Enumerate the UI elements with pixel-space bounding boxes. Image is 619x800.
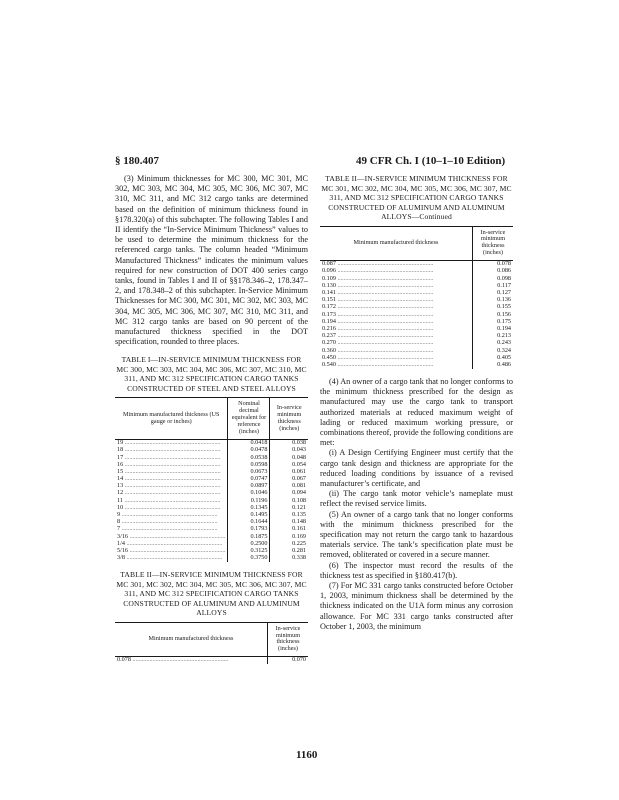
table-row (320, 333, 513, 340)
row-minimum: 0.098 (497, 274, 511, 282)
row-minimum: 0.070 (292, 656, 306, 664)
table-row (320, 290, 513, 297)
dot-leader: .............................................................. (124, 540, 223, 547)
table-row (320, 283, 513, 290)
table-row (115, 512, 308, 519)
row-nominal: 0.0747 (228, 476, 270, 483)
dot-leader: .............................................................. (335, 318, 434, 325)
row-minimum: 0.213 (497, 332, 511, 340)
table-row (320, 326, 513, 333)
dot-leader: .............................................................. (335, 347, 434, 354)
dot-leader: .............................................................. (122, 497, 221, 504)
table1 (115, 397, 308, 562)
row-label: 0.151 .............................................................. (320, 297, 473, 304)
table-row (115, 657, 308, 665)
table2-header-col2: In-service minimum thickness (inches) (268, 622, 309, 657)
row-nominal: 0.1046 (228, 490, 270, 497)
row-label: 0.172 .............................................................. (320, 304, 473, 311)
row-label: 0.237 .............................................................. (320, 333, 473, 340)
dot-leader: .............................................................. (130, 656, 229, 664)
row-minimum: 0.136 (497, 296, 511, 304)
table-row (115, 490, 308, 497)
row-minimum: 0.338 (292, 554, 306, 562)
row-label: 0.360 .............................................................. (320, 347, 473, 354)
row-nominal: 0.3125 (228, 548, 270, 555)
dot-leader: .............................................................. (335, 275, 434, 282)
row-label: 17 .............................................................. (115, 454, 228, 461)
row-label: 0.130 .............................................................. (320, 283, 473, 290)
row-label: 12 .............................................................. (115, 490, 228, 497)
paragraph-7: (7) For MC 331 cargo tanks constructed before October 1, 2003, minimum thickness shall be determined by the thickness indicated on the U1A form minus any corrosion allowance. For MC 331 cargo tanks constructed after October 1, 2003, the minimum (320, 581, 513, 631)
dot-leader: .............................................................. (128, 533, 226, 540)
row-minimum: 0.156 (497, 310, 511, 318)
table2c-header-col2: In-service minimum thickness (inches) (473, 226, 514, 261)
table-row (115, 476, 308, 483)
table-row (115, 439, 308, 447)
table2-title: TABLE II—IN-SERVICE MINIMUM THICKNESS FOR MC 301, MC 302, MC 304, MC 305, MC 306, MC 307, MC 311, AND MC 312 SPECIFICATION CARGO TANKS CONSTRUCTED OF ALUMINUM AND ALUMINUM ALLOYS (116, 570, 307, 618)
dot-leader: .............................................................. (123, 504, 221, 511)
row-minimum: 0.175 (497, 317, 511, 325)
dot-leader: .............................................................. (335, 325, 434, 332)
row-label: 16 .............................................................. (115, 462, 228, 469)
row-nominal: 0.0897 (228, 483, 270, 490)
paragraph-4-i: (i) A Design Certifying Engineer must certify that the cargo tank design and thickness are appropriate for the reduced loading conditions by issuance of a revised manufacturer’s certificate, and (320, 448, 513, 488)
row-minimum: 0.048 (292, 453, 306, 461)
row-label: 1/4 .............................................................. (115, 541, 228, 548)
dot-leader: .............................................................. (123, 483, 221, 490)
dot-leader: .............................................................. (120, 519, 218, 526)
row-minimum: 0.194 (497, 324, 511, 332)
row-label: 18 .............................................................. (115, 447, 228, 454)
table2 (115, 622, 308, 665)
row-minimum: 0.043 (292, 446, 306, 454)
dot-leader: .............................................................. (335, 304, 434, 311)
dot-leader: .............................................................. (335, 311, 434, 318)
table-row (320, 297, 513, 304)
row-nominal: 0.1495 (228, 512, 270, 519)
row-minimum: 0.148 (292, 518, 306, 526)
page-number: 1160 (296, 749, 318, 761)
row-minimum: 0.161 (292, 525, 306, 533)
table-row (115, 454, 308, 461)
paragraph-5: (5) An owner of a cargo tank that no longer conforms with the minimum thickness prescribed for the specification may not return the cargo tank to hazardous materials service. The tank’s specification plate must be removed, obliterated or covered in a secure manner. (320, 509, 513, 560)
table-row (115, 541, 308, 548)
row-label: 7 .............................................................. (115, 526, 228, 533)
row-label: 0.216 .............................................................. (320, 326, 473, 333)
table-row (115, 519, 308, 526)
dot-leader: .............................................................. (120, 511, 218, 518)
table-row (320, 319, 513, 326)
row-minimum: 0.117 (497, 281, 511, 289)
left-column (115, 174, 308, 664)
right-column (320, 174, 513, 632)
row-nominal: 0.3750 (228, 555, 270, 562)
table-row (320, 355, 513, 362)
dot-leader: .............................................................. (123, 447, 221, 454)
row-nominal: 0.0598 (228, 462, 270, 469)
row-minimum: 0.135 (292, 511, 306, 518)
dot-leader: .............................................................. (123, 490, 221, 497)
row-minimum: 0.108 (292, 496, 306, 504)
row-label: 19 .............................................................. (115, 439, 228, 447)
row-label: 13 .............................................................. (115, 483, 228, 490)
row-minimum: 0.155 (497, 303, 511, 311)
row-label: 0.096 .............................................................. (320, 268, 473, 275)
table2c-header-col1: Minimum manufactured thickness (320, 226, 473, 261)
table1-header-col3: In-service minimum thickness (inches) (270, 398, 308, 440)
table-row (320, 304, 513, 311)
dot-leader: .............................................................. (335, 297, 434, 304)
row-minimum: 0.127 (497, 289, 511, 297)
dot-leader: .............................................................. (128, 547, 226, 554)
dot-leader: .............................................................. (123, 454, 221, 461)
row-minimum: 0.086 (497, 267, 511, 275)
dot-leader: .............................................................. (335, 289, 434, 297)
table2-continued-title: TABLE II—IN-SERVICE MINIMUM THICKNESS FOR MC 301, MC 302, MC 304, MC 305, MC 306, MC 307, MC 311, AND MC 312 SPECIFICATION CARGO TANKS CONSTRUCTED OF ALUMINUM AND ALUMINUM ALLOYS—Continued (321, 174, 512, 221)
table-row (320, 268, 513, 275)
dot-leader: .............................................................. (335, 260, 434, 268)
dot-leader: .............................................................. (123, 439, 221, 447)
row-minimum: 0.094 (292, 489, 306, 497)
table-row (320, 276, 513, 283)
table-row (115, 533, 308, 540)
dot-leader: .............................................................. (335, 282, 434, 289)
table-row (115, 526, 308, 533)
table1-body (115, 439, 308, 562)
row-minimum: 0.054 (292, 460, 306, 468)
row-label: 0.540 .............................................................. (320, 362, 473, 369)
paragraph-4-ii: (ii) The cargo tank motor vehicle’s nameplate must reflect the revised service limits. (320, 489, 513, 509)
row-nominal: 0.0538 (228, 454, 270, 461)
row-label: 14 .............................................................. (115, 476, 228, 483)
table-row (115, 462, 308, 469)
row-label: 0.194 .............................................................. (320, 319, 473, 326)
row-nominal: 0.1875 (228, 533, 270, 540)
row-label: 0.087 .............................................................. (320, 261, 473, 269)
dot-leader: .............................................................. (335, 361, 434, 368)
dot-leader: .............................................................. (335, 333, 434, 340)
row-minimum: 0.225 (292, 539, 306, 547)
paragraph-4: (4) An owner of a cargo tank that no longer conforms to the minimum thickness prescribed for the design as manufactured may use the cargo tank to transport authorized materials at reduced maximum weight of lading or reduced maximum working pressure, or combinations thereof, provide the following conditions are met: (320, 376, 513, 448)
table-row (320, 261, 513, 269)
table1-header-col1: Minimum manufactured thickness (US gauge or inches) (115, 398, 228, 440)
row-nominal: 0.1644 (228, 519, 270, 526)
table-row (115, 548, 308, 555)
row-label: 0.109 .............................................................. (320, 276, 473, 283)
table-row (115, 447, 308, 454)
row-nominal: 0.2500 (228, 541, 270, 548)
table1-title: TABLE I—IN-SERVICE MINIMUM THICKNESS FOR MC 300, MC 303, MC 304, MC 306, MC 307, MC 310, MC 311, AND MC 312 SPECIFICATION CARGO TANKS CONSTRUCTED OF STEEL AND STEEL ALLOYS (116, 355, 307, 393)
table-row (115, 483, 308, 490)
row-label: 3/16 .............................................................. (115, 533, 228, 540)
dot-leader: .............................................................. (120, 526, 218, 533)
dot-leader: .............................................................. (335, 340, 434, 347)
table-row (320, 311, 513, 318)
row-minimum: 0.081 (292, 482, 306, 490)
row-label: 0.078 .............................................................. (115, 657, 268, 665)
row-minimum: 0.281 (292, 546, 306, 554)
row-minimum: 0.038 (292, 439, 306, 447)
row-nominal: 0.1345 (228, 505, 270, 512)
row-minimum: 0.405 (497, 353, 511, 361)
dot-leader: .............................................................. (124, 554, 223, 562)
row-label: 3/8 .............................................................. (115, 555, 228, 562)
row-nominal: 0.0673 (228, 469, 270, 476)
dot-leader: .............................................................. (335, 268, 434, 275)
paragraph-6: (6) The inspector must record the results of the thickness test as specified in §180.417(b). (320, 560, 513, 580)
dot-leader: .............................................................. (123, 475, 221, 483)
dot-leader: .............................................................. (123, 461, 221, 468)
row-nominal: 0.1793 (228, 526, 270, 533)
section-number: § 180.407 (115, 155, 159, 167)
table2-header-col1: Minimum manufactured thickness (115, 622, 268, 657)
table2-continued (320, 226, 513, 369)
row-minimum: 0.169 (292, 532, 306, 540)
row-minimum: 0.243 (497, 339, 511, 347)
row-label: 0.141 .............................................................. (320, 290, 473, 297)
row-label: 11 .............................................................. (115, 497, 228, 504)
row-minimum: 0.061 (292, 467, 306, 475)
row-minimum: 0.121 (292, 503, 306, 511)
cfr-reference: 49 CFR Ch. I (10–1–10 Edition) (356, 155, 506, 167)
table1-header-col2: Nominal decimal equivalent for reference (inches) (228, 398, 270, 440)
row-minimum: 0.067 (292, 475, 306, 483)
dot-leader: .............................................................. (335, 354, 434, 361)
table2-body (115, 657, 308, 665)
row-nominal: 0.0418 (228, 439, 270, 447)
table-row (320, 340, 513, 347)
table-row (320, 347, 513, 354)
table2-continued-body (320, 261, 513, 369)
row-label: 0.173 .............................................................. (320, 311, 473, 318)
table-row (115, 497, 308, 504)
row-label: 15 .............................................................. (115, 469, 228, 476)
row-nominal: 0.0478 (228, 447, 270, 454)
row-label: 0.270 .............................................................. (320, 340, 473, 347)
row-minimum: 0.486 (497, 360, 511, 368)
row-label: 0.450 .............................................................. (320, 355, 473, 362)
table-row (320, 362, 513, 369)
row-label: 8 .............................................................. (115, 519, 228, 526)
table-row (115, 469, 308, 476)
table-row (115, 555, 308, 562)
paragraph-3: (3) Minimum thicknesses for MC 300, MC 301, MC 302, MC 303, MC 304, MC 305, MC 306, MC 307, MC 310, MC 311, and MC 312 cargo tanks are determined based on the definition of minimum thickness found in §178.320(a) of this subchapter. The following Tables I and II identify the “In-Service Minimum Thickness” values to be used to determine the minimum thickness for the referenced cargo tanks. The column headed “Minimum Manufactured Thickness” indicates the minimum values required for new construction of DOT 400 series cargo tanks, found in Tables I and II of §§178.346–2, 178.347–2, and 178.348–2 of this subchapter. In-Service Minimum Thicknesses for MC 300, MC 301, MC 302, MC 303, MC 304, MC 305, MC 306, MC 307, MC 310, MC 311, and MC 312 cargo tanks are based on 90 percent of the manufactured thickness specified in the DOT specification, rounded to three places. (115, 174, 308, 347)
row-label: 10 .............................................................. (115, 505, 228, 512)
row-minimum: 0.078 (497, 260, 511, 268)
row-label: 5/16 .............................................................. (115, 548, 228, 555)
row-label: 9 .............................................................. (115, 512, 228, 519)
row-minimum: 0.324 (497, 346, 511, 354)
row-nominal: 0.1196 (228, 497, 270, 504)
dot-leader: .............................................................. (123, 468, 221, 475)
table-row (115, 505, 308, 512)
